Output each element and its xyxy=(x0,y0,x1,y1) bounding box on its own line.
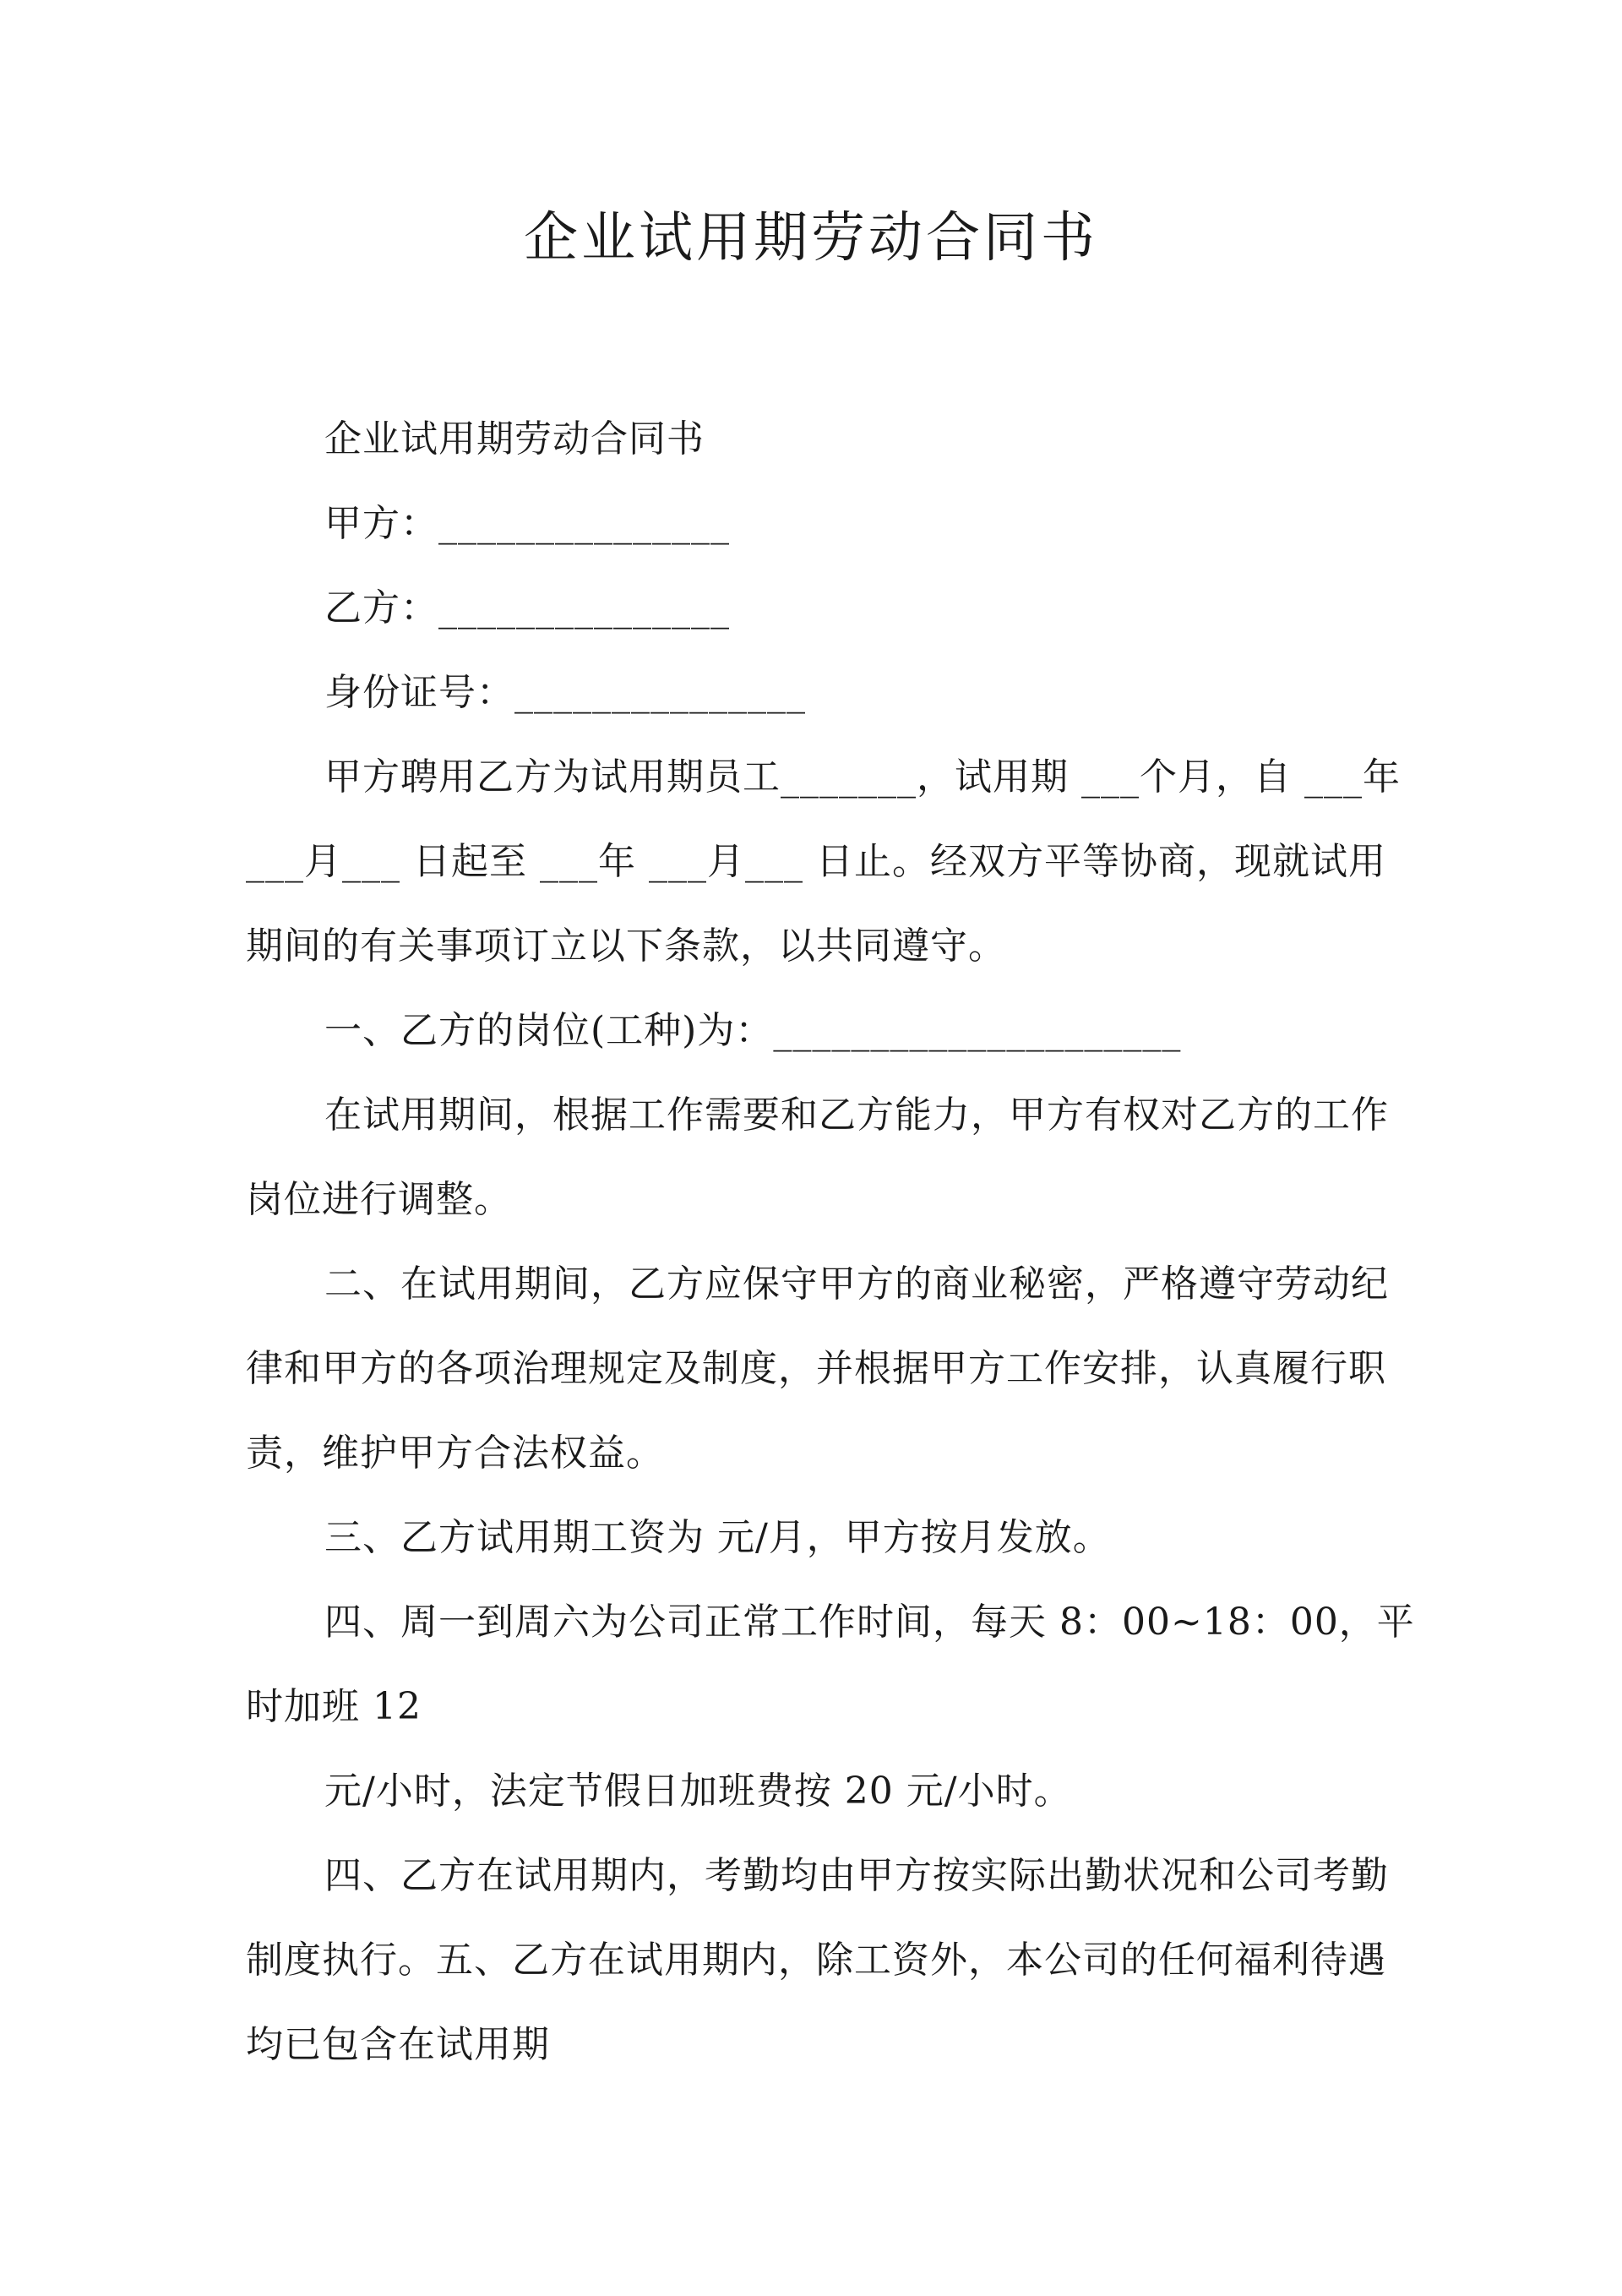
paragraph-line: ___月___ 日起至 ___年 ___月___ 日止。经双方平等协商，现就试用 xyxy=(246,840,1386,883)
subtitle-line: 企业试用期劳动合同书 xyxy=(324,417,705,461)
paragraph-line: 时加班 12 xyxy=(246,1685,422,1728)
clause-4b-line: 四、乙方在试用期内，考勤均由甲方按实际出勤状况和公司考勤 xyxy=(324,1854,1389,1897)
clause-3-line: 三、乙方试用期工资为 元/月，甲方按月发放。 xyxy=(324,1516,1111,1559)
paragraph-line: 均已包含在试用期 xyxy=(246,2023,550,2066)
paragraph-line: 甲方聘用乙方为试用期员工_______，试用期 ___个月，自 ___年 xyxy=(324,755,1401,799)
party-b-line: 乙方：_______________ xyxy=(324,586,730,630)
paragraph-line: 元/小时，法定节假日加班费按 20 元/小时。 xyxy=(324,1770,1072,1813)
paragraph-line: 责，维护甲方合法权益。 xyxy=(246,1432,664,1475)
clause-2-line: 二、在试用期间，乙方应保守甲方的商业秘密，严格遵守劳动纪 xyxy=(324,1263,1389,1306)
clause-1-line: 一、乙方的岗位(工种)为：_____________________ xyxy=(324,1009,1182,1052)
clause-4-line: 四、周一到周六为公司正常工作时间，每天 8：00~18：00，平 xyxy=(324,1601,1415,1644)
party-a-line: 甲方：_______________ xyxy=(324,502,730,545)
paragraph-line: 在试用期间，根据工作需要和乙方能力，甲方有权对乙方的工作 xyxy=(324,1093,1389,1137)
paragraph-line: 律和甲方的各项治理规定及制度，并根据甲方工作安排，认真履行职 xyxy=(246,1347,1386,1390)
paragraph-line: 岗位进行调整。 xyxy=(246,1178,512,1221)
paragraph-line: 期间的有关事项订立以下条款，以共同遵守。 xyxy=(246,924,1006,968)
id-number-line: 身份证号：_______________ xyxy=(324,671,806,714)
document-title: 企业试用期劳动合同书 xyxy=(524,207,1098,270)
paragraph-line: 制度执行。五、乙方在试用期内，除工资外，本公司的任何福利待遇 xyxy=(246,1939,1386,1982)
